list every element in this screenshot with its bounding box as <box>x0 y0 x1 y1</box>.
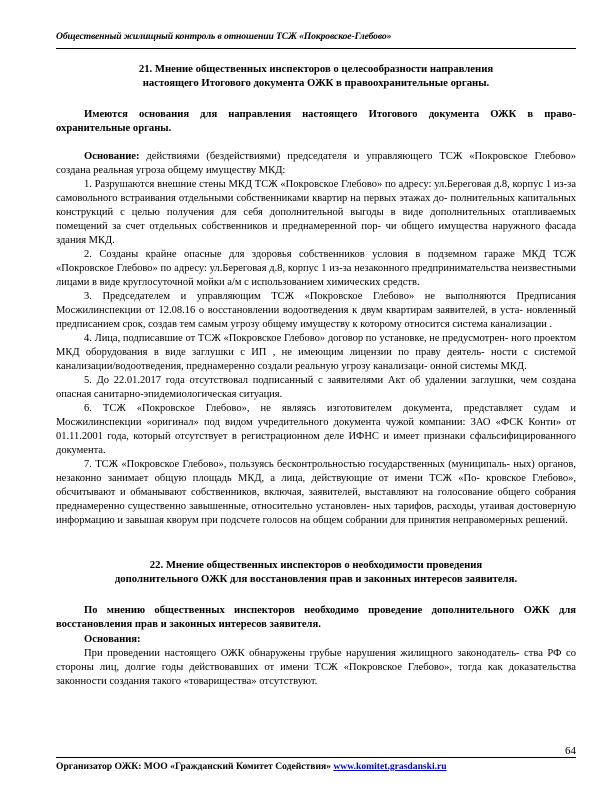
footer <box>56 761 447 772</box>
section-title-line: настоящего Итогового документа ОЖК в правоохранительные органы. <box>142 77 490 89</box>
footer-text: Организатор ОЖК: МОО «Гражданский Комитет Содействия» <box>56 761 334 772</box>
page-number: 64 <box>565 745 576 757</box>
basis-text: При проведении настоящего ОЖК обнаружены грубые нарушения жилищного законодатель- ства РФ со стороны лиц, долгие годы действовавших от имени ТСЖ «Покровское Глебово», тогда как доказательства законности создания такого «товарищества» отсутствуют. <box>56 647 576 687</box>
section-conclusion: Имеются основания для направления настоящего Итогового документа ОЖК в право- охранительные органы. <box>56 109 576 135</box>
list-item: 4. Лица, подписавшие от ТСЖ «Покровское Глебово» договор по установке, не предусмотрен- ного проектом МКД оборудования в виде заглушки с ИП , не имеющим лицензии по праву деятель- ности с системой канализации/водоотведения, преднамеренно создали реальную угрозу канализаци- онной системы МКД. <box>56 333 576 373</box>
footer-link[interactable]: www.komitet.grasdanski.ru <box>333 761 447 772</box>
list-item: 2. Созданы крайне опасные для здоровья собственников условия в подземном гараже МКД ТСЖ «Покровское Глебово» по адресу: ул.Береговая д.8, корпус 1 из-за незаконного предпринимательства неизвестными лицами в виде круглосуточной мойки а/м с использованием химических средств. <box>56 249 576 289</box>
basis-label: Основания: <box>84 633 141 645</box>
section-conclusion: По мнению общественных инспекторов необходимо проведение дополнительного ОЖК для восстановления прав и законных интересов заявителя. <box>56 605 576 631</box>
list-item: 7. ТСЖ «Покровское Глебово», пользуясь бесконтрольностью государственных (муниципаль- ных) органов, незаконно занимает общую площадь МКД, а лица, действующие от имени ТСЖ «По- кровское Глебово», обсчитывают и обманывают собственников, включая, заявителей, выставляют на голосование общего собрания преднамеренно существенно завышенные, относительно установлен- ных тарифов, расходы, утаивая достоверную информацию и завышая кворум при подсчете голосов на общем собрании для принятия неправомерных решений. <box>56 459 576 527</box>
document-body <box>56 62 576 689</box>
header-divider <box>56 48 576 49</box>
footer-divider <box>56 757 576 758</box>
basis-label: Основание: <box>84 151 140 163</box>
section-22 <box>56 558 576 689</box>
basis-paragraph <box>56 150 576 178</box>
basis-text: действиями (бездействиями) председателя и управляющего ТСЖ «Покровское Глебово» создана реальная угроза общему имуществу МКД: <box>56 151 576 177</box>
section-title-line: 22. Мнение общественных инспекторов о необходимости проведения <box>149 559 483 572</box>
section-title-line: 21. Мнение общественных инспекторов о целесообразности направления <box>138 63 494 75</box>
page-header: Общественный жилищный контроль в отношении ТСЖ «Покровское-Глебово» <box>56 31 392 42</box>
list-item: 1. Разрушаются внешние стены МКД ТСЖ «Покровское Глебово» по адресу: ул.Береговая д.8, корпус 1 из-за самовольного встраивания отдельными собственниками квартир на первых этажах до- полнительных капитальных конструкций с целью получения для себя дополнительной выгоды в виде дополнительных отапливаемых помещений за счет отдельных собственников и преднамеренной пор- чи общего имущества наружного фасада здания МКД. <box>56 179 576 247</box>
list-item: 3. Председателем и управляющим ТСЖ «Покровское Глебово» не выполняются Предписания Мосжилинспекции от 12.08.16 о восстановлении водоотведения к двум квартирам заявителей, в уста- новленный предписанием срок, создав тем самым угрозу общему имуществу к которому относится система канализации . <box>56 291 576 331</box>
section-21 <box>56 62 576 528</box>
list-item: 6. ТСЖ «Покровское Глебово», не являясь изготовителем документа, представляет судам и Мосжилинспекции «оригинал» под видом учредительного документа чужой компании: ЗАО «ФСК Конти» от 01.11.2001 года, который отсутствует в регистрационном деле ИФНС и имеет признаки сфальсифицированного документа. <box>56 403 576 457</box>
list-item: 5. До 22.01.2017 года отсутствовал подписанный с заявителями Акт об удалении заглушки, чем создана опасная санитарно-эпидемиологическая ситуация. <box>56 375 576 401</box>
section-title-line: дополнительного ОЖК для восстановления прав и законных интересов заявителя. <box>114 573 518 586</box>
